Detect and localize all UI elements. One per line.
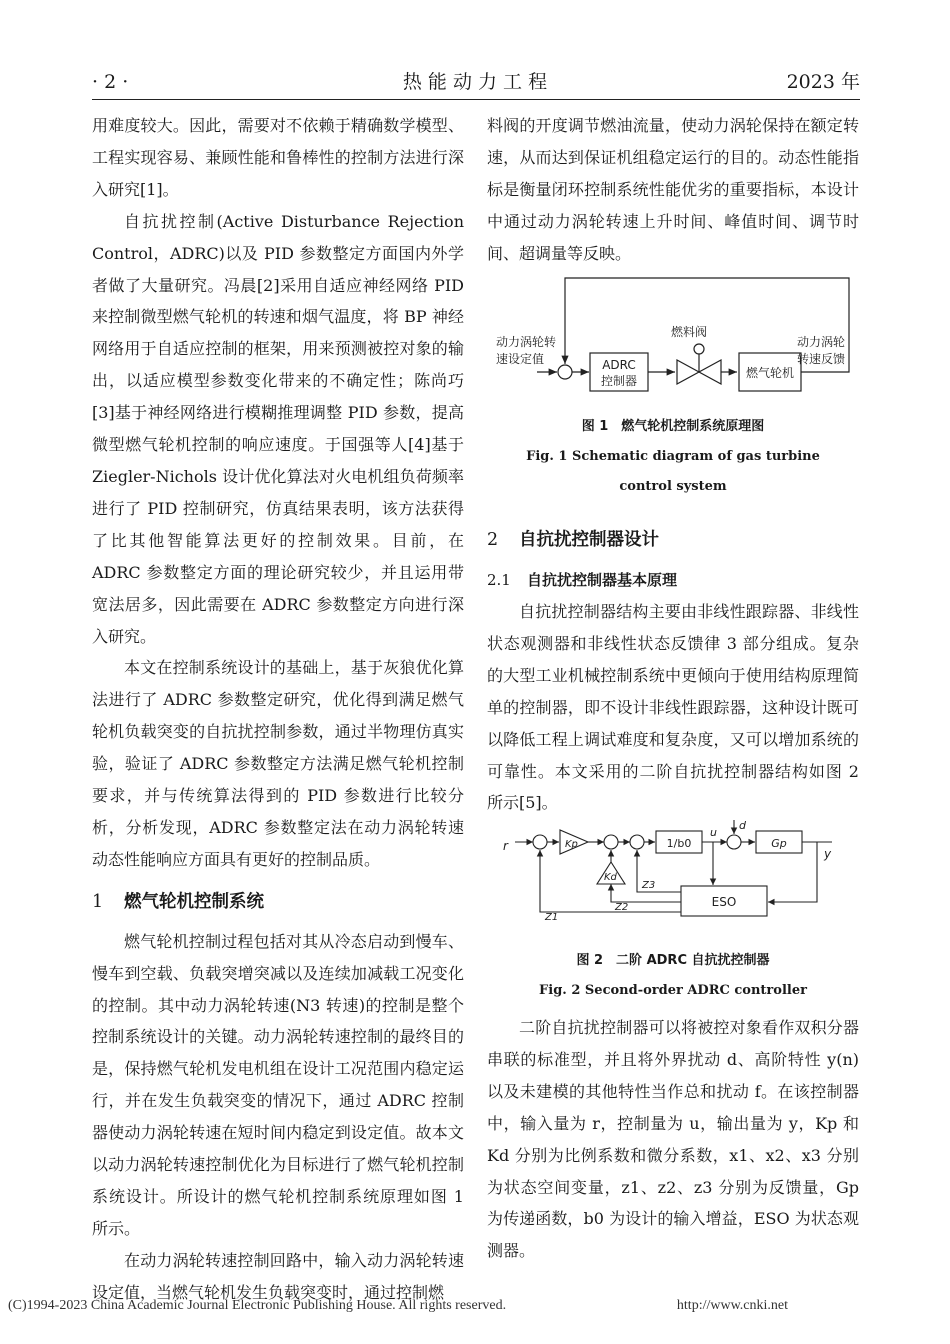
eso-label: ESO xyxy=(711,895,737,909)
subsection-heading xyxy=(487,564,859,596)
figure-2 xyxy=(487,820,859,998)
section-heading-1 xyxy=(92,886,464,918)
figure-2-caption-cn: 图 2 二阶 ADRC 自抗扰控制器 xyxy=(576,953,770,968)
paragraph: 在动力涡轮转速控制回路中，输入动力涡轮转速设定值，当燃气轮机发生负载突变时，通过控制燃 xyxy=(92,1250,464,1302)
output-label: 转速反馈 xyxy=(797,352,846,366)
header-rule xyxy=(92,99,860,100)
adrc-label: 控制器 xyxy=(600,374,638,388)
section-number: 2 xyxy=(487,530,499,550)
issue-year: 2023 年 xyxy=(786,71,860,93)
z3-label: Z3 xyxy=(642,880,656,891)
figure-2-caption-en: Fig. 2 Second-order ADRC controller xyxy=(539,983,807,998)
y-label: y xyxy=(824,847,832,861)
valve-label: 燃料阀 xyxy=(670,325,708,339)
d-label: d xyxy=(739,820,746,832)
journal-title: 热 能 动 力 工 程 xyxy=(402,71,548,93)
figure-2-diagram xyxy=(487,820,859,930)
fuel-valve-icon xyxy=(677,360,699,384)
paragraph: 二阶自抗扰控制器可以将被控对象看作双积分器串联的标准型，并且将外界扰动 d、高阶特性 y(n) 以及未建模的其他特性当作总和扰动 f。在该控制器中，输入量为 r，控制量为 u，输出量为 y，Kp 和 Kd 分别为比例系数和微分系数，x1、x2、x3 分别为状态空间变量，z1、z2、z3 分别为反馈量，Gp 为传递函数，b0 为设计的输入增益，ESO 为状态观测器。 xyxy=(487,1018,859,1261)
z2-label: Z2 xyxy=(615,902,629,913)
right-column-top xyxy=(487,110,859,270)
adrc-label: ADRC xyxy=(602,358,636,372)
subsection-number: 2.1 xyxy=(487,571,511,589)
summing-junction xyxy=(558,365,572,379)
figure-1-diagram xyxy=(487,268,859,398)
input-label: 动力涡轮转 xyxy=(496,335,557,349)
paragraph: 自抗扰控制器结构主要由非线性跟踪器、非线性状态观测器和非线性状态反馈律 3 部分组成。复杂的大型工业机械控制系统中更倾向于使用结构原理简单的控制器，即不设计非线性跟踪器，这种设计既可以降低工程上调试难度和复杂度，又可以增加系统的可靠性。本文采用的二阶自抗扰控制器结构如图 2 所示[5]。 xyxy=(487,602,859,813)
right-column-middle xyxy=(487,520,859,819)
paragraph: 料阀的开度调节燃油流量，使动力涡轮保持在额定转速，从而达到保证机组稳定运行的目的。动态性能指标是衡量闭环控制系统性能优劣的重要指标，本设计中通过动力涡轮转速上升时间、峰值时间、调节时间、超调量等反映。 xyxy=(487,116,859,263)
right-column-bottom xyxy=(487,1012,859,1267)
subsection-title: 自抗扰控制器基本原理 xyxy=(527,571,678,589)
section-number: 1 xyxy=(92,891,104,912)
sum-junction-1 xyxy=(533,835,547,849)
left-column xyxy=(92,110,464,1309)
turbine-label: 燃气轮机 xyxy=(745,366,795,380)
figure-1-caption-en: control system xyxy=(619,479,727,494)
copyright-notice: (C)1994-2023 China Academic Journal Electronic Publishing House. All rights reserved. xyxy=(8,1298,507,1313)
u-label: u xyxy=(710,826,717,839)
section-heading-2 xyxy=(487,524,859,556)
figure-1-caption-cn: 图 1 燃气轮机控制系统原理图 xyxy=(581,419,765,434)
input-label: 速设定值 xyxy=(496,352,545,366)
section-title: 燃气轮机控制系统 xyxy=(124,891,264,912)
figure-1-caption-en: Fig. 1 Schematic diagram of gas turbine xyxy=(526,449,820,464)
paragraph: 自抗扰控制(Active Disturbance Rejection Control，ADRC)以及 PID 参数整定方面国内外学者做了大量研究。冯晨[2]采用自适应神经网络 PID 来控制微型燃气轮机的转速和烟气温度，将 BP 神经网络用于自适应控制的框架，用来预测被控对象的输出，以适应模型参数变化带来的不确定性；陈尚巧[3]基于神经网络进行模糊推理调整 PID 参数，提高微型燃气轮机控制的响应速度。于国强等人[4]基于 Ziegler-Nichols 设计优化算法对火电机组负荷频率进行了 PID 控制研究，仿真结果表明，该方法获得了比其他智能算法更好的控制效果。目前，在 ADRC 参数整定方面的理论研究较少，并且运用带宽法居多，因此需要在 ADRC 参数整定方向进行深入研究。 xyxy=(92,211,464,646)
r-label: r xyxy=(503,839,508,853)
section-title: 自抗扰控制器设计 xyxy=(519,530,659,550)
paragraph: 用难度较大。因此，需要对不依赖于精确数学模型、工程实现容易、兼顾性能和鲁棒性的控制方法进行深入研究[1]。 xyxy=(92,116,464,199)
paragraph: 本文在控制系统设计的基础上，基于灰狼优化算法进行了 ADRC 参数整定研究，优化得到满足燃气轮机负载突变的自抗扰控制参数，通过半物理仿真实验，验证了 ADRC 参数整定方法满足燃气轮机控制要求，并与传统算法得到的 PID 参数进行比较分析，分析发现，ADRC 参数整定法在动力涡轮转速动态性能响应方面具有更好的控制品质。 xyxy=(92,658,464,869)
paragraph: 燃气轮机控制过程包括对其从冷态启动到慢车、慢车到空载、负载突增突减以及连续加减载工况变化的控制。其中动力涡轮转速(N3 转速)的控制是整个控制系统设计的关键。动力涡轮转速控制的最终目的是，保持燃气轮机发电机组在设计工况范围内稳定运行，并在发生负载突变的情况下，通过 ADRC 控制器使动力涡轮转速在短时间内稳定到设定值。故本文以动力涡轮转速控制优化为目标进行了燃气轮机控制系统设计。所设计的燃气轮机控制系统原理如图 1 所示。 xyxy=(92,931,464,1238)
b0-label: 1/b0 xyxy=(666,837,692,850)
kp-label: Kp xyxy=(565,839,578,850)
gp-label: Gp xyxy=(771,837,787,850)
sum-junction-4 xyxy=(727,835,741,849)
sum-junction-2 xyxy=(604,835,618,849)
figure-1 xyxy=(487,268,859,493)
z1-label: Z1 xyxy=(545,912,559,923)
output-label: 动力涡轮 xyxy=(797,335,846,349)
footer-url: http://www.cnki.net xyxy=(676,1298,788,1313)
kd-label: Kd xyxy=(604,872,617,883)
sum-junction-3 xyxy=(630,835,644,849)
page-number: · 2 · xyxy=(92,71,129,93)
